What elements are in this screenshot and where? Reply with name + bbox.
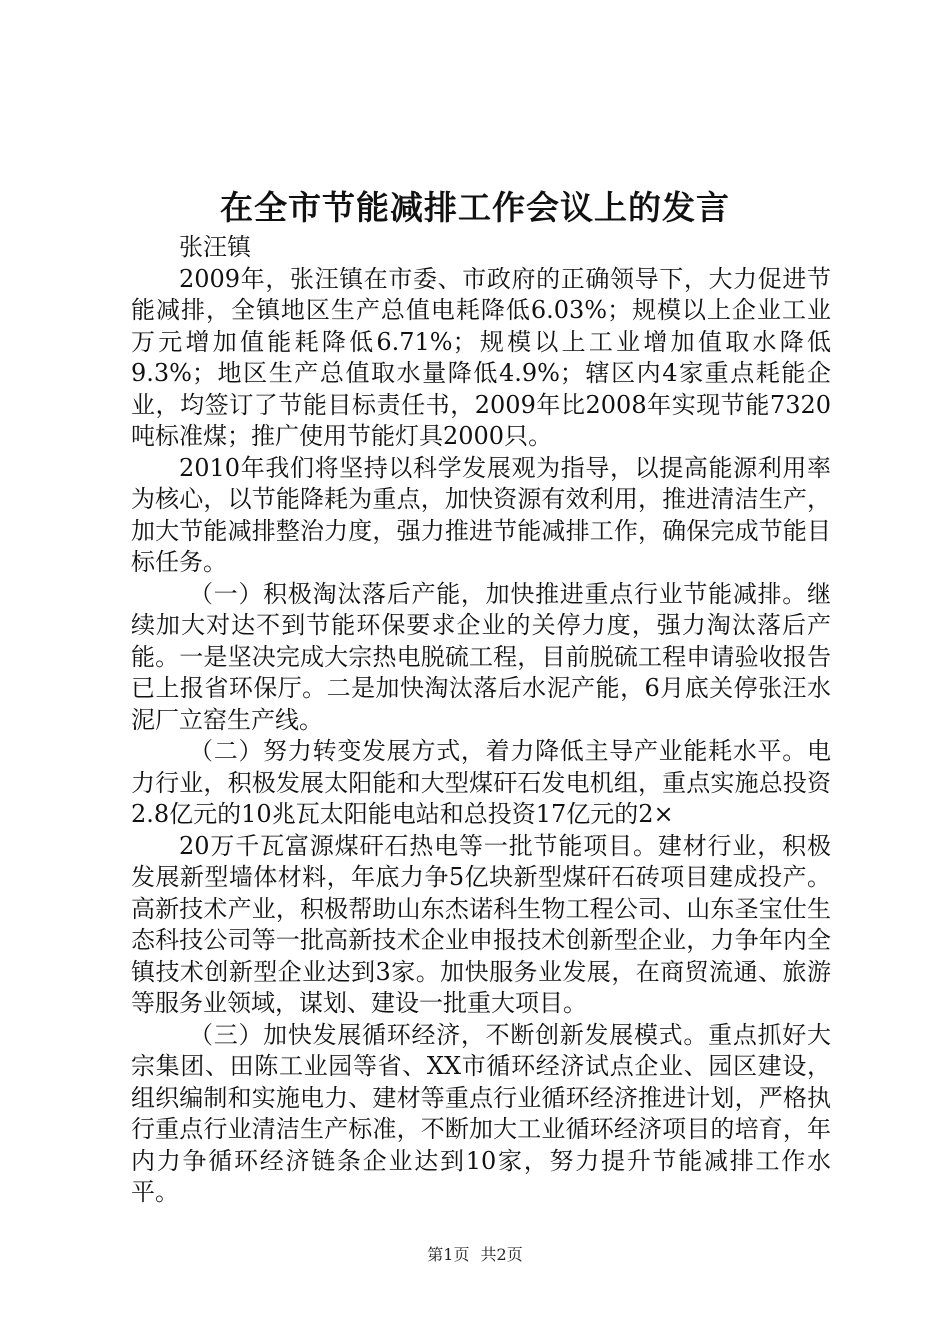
author-line: 张汪镇 [179, 233, 251, 261]
paragraph-1: 2009年，张汪镇在市委、市政府的正确领导下，大力促进节能减排，全镇地区生产总值电耗降低6.03%；规模以上企业工业万元增加值能耗降低6.71%；规模以上工业增加值取水降低9.3%；地区生产总值取水量降低4.9%；辖区内4家重点耗能企业，均签订了节能目标责任书，2009年比2008年实现节能7320吨标准煤；推广使用节能灯具2000只。 [131, 264, 831, 450]
document-body [131, 232, 831, 1209]
paragraph-6: （三）加快发展循环经济，不断创新发展模式。重点抓好大宗集团、田陈工业园等省、XX市循环经济试点企业、园区建设，组织编制和实施电力、建材等重点行业循环经济推进计划，严格执行重点行业清洁生产标准，不断加大工业循环经济项目的培育，年内力争循环经济链条企业达到10家，努力提升节能减排工作水平。 [131, 1020, 831, 1206]
page-footer [0, 1244, 950, 1266]
page-number: 第1页 [427, 1245, 470, 1264]
page-total: 共2页 [480, 1245, 523, 1264]
paragraph-2: 2010年我们将坚持以科学发展观为指导，以提高能源利用率为核心，以节能降耗为重点，加快资源有效利用，推进清洁生产，加大节能减排整治力度，强力推进节能减排工作，确保完成节能目标任务。 [131, 453, 831, 576]
document-title: 在全市节能减排工作会议上的发言 [220, 188, 730, 227]
paragraph-4: （二）努力转变发展方式，着力降低主导产业能耗水平。电力行业，积极发展太阳能和大型煤矸石发电机组，重点实施总投资2.8亿元的10兆瓦太阳能电站和总投资17亿元的2× [131, 737, 831, 828]
paragraph-3: （一）积极淘汰落后产能，加快推进重点行业节能减排。继续加大对达不到节能环保要求企业的关停力度，强力淘汰落后产能。一是坚决完成大宗热电脱硫工程，目前脱硫工程申请验收报告已上报省环保厅。二是加快淘汰落后水泥产能，6月底关停张汪水泥厂立窑生产线。 [131, 579, 831, 734]
paragraph-5: 20万千瓦富源煤矸石热电等一批节能项目。建材行业，积极发展新型墙体材料，年底力争5亿块新型煤矸石砖项目建成投产。高新技术产业，积极帮助山东杰诺科生物工程公司、山东圣宝仕生态科技公司等一批高新技术企业申报技术创新型企业，力争年内全镇技术创新型企业达到3家。加快服务业发展，在商贸流通、旅游等服务业领域，谋划、建设一批重大项目。 [131, 831, 831, 1017]
